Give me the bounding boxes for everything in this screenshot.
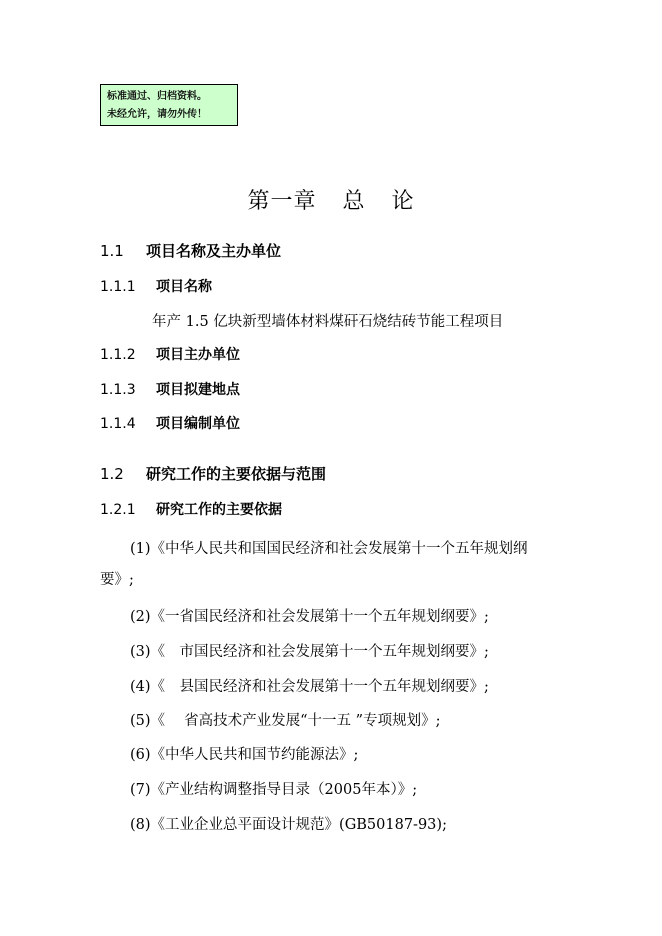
basis-item-8: (8)《工业企业总平面设计规范》(GB50187-93); bbox=[130, 817, 447, 833]
basis-item-1-line-2: 要》; bbox=[100, 572, 134, 588]
basis-item-7: (7)《产业结构调整指导目录（2005年本）》; bbox=[130, 782, 418, 798]
subsection-title: 项目编制单位 bbox=[156, 416, 240, 432]
subsection-number: 1.1.2 bbox=[100, 347, 136, 363]
subsection-number: 1.1.1 bbox=[100, 279, 136, 295]
subsection-number: 1.1.4 bbox=[100, 416, 136, 432]
section-heading-1-2 bbox=[100, 463, 326, 484]
basis-item-6: (6)《中华人民共和国节约能源法》; bbox=[130, 747, 359, 763]
basis-item-2: (2)《一省国民经济和社会发展第十一个五年规划纲要》; bbox=[130, 609, 489, 625]
subsection-heading-1-2-1 bbox=[100, 499, 282, 519]
basis-item-4: (4)《 县国民经济和社会发展第十一个五年规划纲要》; bbox=[130, 679, 489, 695]
section-title: 研究工作的主要依据与范围 bbox=[146, 465, 327, 483]
subsection-heading-1-1-2 bbox=[100, 344, 240, 364]
notice-line-2: 未经允许，请勿外传！ bbox=[107, 109, 207, 120]
chapter-title bbox=[0, 184, 662, 215]
basis-item-1-line-1: (1)《中华人民共和国国民经济和社会发展第十一个五年规划纲 bbox=[130, 541, 528, 557]
section-number: 1.2 bbox=[100, 465, 124, 483]
subsection-title: 项目名称 bbox=[156, 279, 212, 295]
section-heading-1-1 bbox=[100, 240, 281, 261]
basis-item-5: (5)《 省高技术产业发展“十一五 ”专项规划》; bbox=[130, 713, 441, 729]
subsection-title: 项目主办单位 bbox=[156, 347, 240, 363]
section-number: 1.1 bbox=[100, 242, 124, 260]
chapter-word-2: 论 bbox=[391, 189, 415, 214]
subsection-title: 项目拟建地点 bbox=[156, 382, 240, 398]
notice-line-1: 标准通过、归档资料。 bbox=[107, 91, 207, 102]
chapter-number: 第一章 bbox=[247, 189, 317, 214]
subsection-number: 1.1.3 bbox=[100, 382, 136, 398]
confidentiality-notice bbox=[100, 84, 238, 126]
subsection-heading-1-1-3 bbox=[100, 379, 240, 399]
section-title: 项目名称及主办单位 bbox=[146, 242, 282, 260]
basis-item-3: (3)《 市国民经济和社会发展第十一个五年规划纲要》; bbox=[130, 644, 489, 660]
subsection-heading-1-1-1 bbox=[100, 276, 212, 296]
project-name-text: 年产 1.5 亿块新型墙体材料煤矸石烧结砖节能工程项目 bbox=[152, 314, 504, 330]
subsection-heading-1-1-4 bbox=[100, 413, 240, 433]
subsection-number: 1.2.1 bbox=[100, 502, 136, 518]
subsection-title: 研究工作的主要依据 bbox=[156, 502, 282, 518]
chapter-word-1: 总 bbox=[342, 189, 366, 214]
